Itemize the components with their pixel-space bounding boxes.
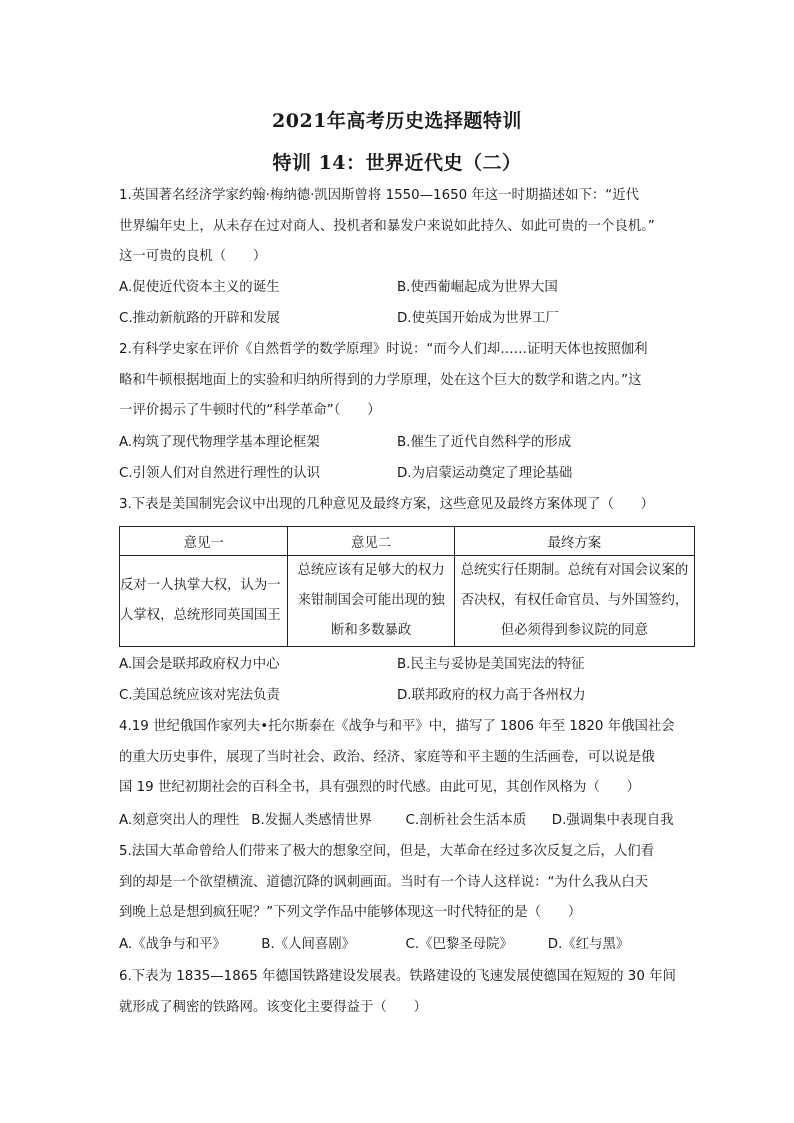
question-line: 略和牛顿根据地面上的实验和归纳所得到的力学原理，处在这个巨大的数学和谐之内。”这 <box>119 372 642 388</box>
question-4-stem <box>119 712 699 804</box>
option-d[interactable]: D.联邦政府的权力高于各州权力 <box>397 687 586 703</box>
question-line: 就形成了稠密的铁路网。该变化主要得益于（ ） <box>119 999 427 1015</box>
table-row <box>120 556 695 647</box>
table-header-row <box>120 527 695 556</box>
question-1-options <box>119 273 699 334</box>
constitution-opinions-table <box>119 526 695 647</box>
table-cell-opinion-1 <box>120 556 288 647</box>
question-3-stem <box>119 490 699 521</box>
cell-line: 总统应该有足够大的权力 <box>297 563 445 578</box>
option-a[interactable]: A.构筑了现代物理学基本理论框架 <box>119 435 320 450</box>
cell-line: 但必须得到参议院的同意 <box>500 623 649 638</box>
option-b[interactable]: B.催生了近代自然科学的形成 <box>397 435 572 450</box>
question-line: 的重大历史事件，展现了当时社会、政治、经济、家庭等和平主题的生活画卷，可以说是俄 <box>119 749 655 765</box>
question-line: 5.法国大革命曾给人们带来了极大的想象空间，但是，大革命在经过多次反复之后，人们看 <box>119 844 655 859</box>
option-c[interactable]: C.推动新航路的开辟和发展 <box>119 310 280 326</box>
question-2-stem <box>119 335 699 427</box>
option-b[interactable]: B.使西葡崛起成为世界大国 <box>397 280 558 295</box>
cell-line: 总统实行任期制。总统有对国会议案的 <box>460 563 689 578</box>
question-line: 国 19 世纪初期社会的百科全书，具有强烈的时代感。由此可见，其创作风格为（ ） <box>119 780 641 796</box>
option-d[interactable]: D.使英国开始成为世界工厂 <box>397 310 559 326</box>
question-6-stem <box>119 962 699 1023</box>
question-4-options <box>119 806 699 837</box>
question-line: 1.英国著名经济学家约翰·梅纳德·凯因斯曾将 1550—1650 年这一时期描述如下：“近代 <box>119 188 640 203</box>
option-b[interactable]: B.发掘人类感情世界 <box>251 813 372 828</box>
table-cell-final-plan <box>454 556 694 647</box>
option-a[interactable]: A.国会是联邦政府权力中心 <box>119 657 280 672</box>
table-header-cell: 意见一 <box>120 527 288 556</box>
cell-line: 来钳制国会可能出现的独 <box>297 593 445 608</box>
option-d[interactable]: D.强调集中表现自我 <box>551 813 674 828</box>
option-b[interactable]: B.《人间喜剧》 <box>261 937 356 952</box>
option-c[interactable]: C.剖析社会生活本质 <box>405 813 527 828</box>
question-line: 4.19 世纪俄国作家列夫•托尔斯泰在《战争与和平》中，描写了 1806 年至 1820 年俄国社会 <box>119 719 675 734</box>
question-line: 6.下表为 1835—1865 年德国铁路建设发展表。铁路建设的飞速发展使德国在短短的 30 年间 <box>119 969 676 984</box>
option-c[interactable]: C.《巴黎圣母院》 <box>405 937 513 952</box>
option-a[interactable]: A.促使近代资本主义的诞生 <box>119 280 280 295</box>
cell-line: 断和多数暴政 <box>330 623 412 638</box>
cell-line: 人掌权，总统形同英国国王 <box>120 608 281 623</box>
question-line: 一评价揭示了牛顿时代的“科学革命”（ ） <box>119 403 381 419</box>
question-5-stem <box>119 837 699 929</box>
option-c[interactable]: C.美国总统应该对宪法负责 <box>119 687 280 703</box>
option-b[interactable]: B.民主与妥协是美国宪法的特征 <box>397 657 585 672</box>
option-d[interactable]: D.为启蒙运动奠定了理论基础 <box>397 465 573 481</box>
option-a[interactable]: A.刻意突出人的理性 <box>119 813 240 828</box>
option-a[interactable]: A.《战争与和平》 <box>119 937 226 952</box>
question-line: 2.有科学史家在评价《自然哲学的数学原理》时说：“而今人们却……证明天体也按照伽利 <box>119 342 648 357</box>
document-title: 2021年高考历史选择题特训 <box>272 110 522 132</box>
cell-line: 否决权，有权任命官员、与外国签约， <box>460 593 689 608</box>
document-subtitle: 特训 14：世界近代史（二） <box>272 152 522 174</box>
option-c[interactable]: C.引领人们对自然进行理性的认识 <box>119 465 321 481</box>
question-5-options <box>119 930 699 961</box>
question-3-options <box>119 650 699 711</box>
question-line: 这一可贵的良机（ ） <box>119 249 267 265</box>
table-header-cell: 意见二 <box>288 527 454 556</box>
cell-line: 反对一人执掌大权，认为一 <box>120 578 281 593</box>
question-line: 世界编年史上，从未存在过对商人、投机者和暴发户来说如此持久、如此可贵的一个良机。” <box>119 218 655 234</box>
table-header-cell: 最终方案 <box>454 527 694 556</box>
table-cell-opinion-2 <box>288 556 454 647</box>
option-d[interactable]: D.《红与黑》 <box>547 937 630 952</box>
question-2-options <box>119 428 699 489</box>
question-line: 到的却是一个欲望横流、道德沉降的讽刺画面。当时有一个诗人这样说：“为什么我从白天 <box>119 874 649 890</box>
question-line: 3.下表是美国制宪会议中出现的几种意见及最终方案，这些意见及最终方案体现了（ ） <box>119 497 655 512</box>
question-line: 到晚上总是想到疯狂呢？”下列文学作品中能够体现这一时代特征的是（ ） <box>119 905 582 921</box>
question-1-stem <box>119 181 699 273</box>
